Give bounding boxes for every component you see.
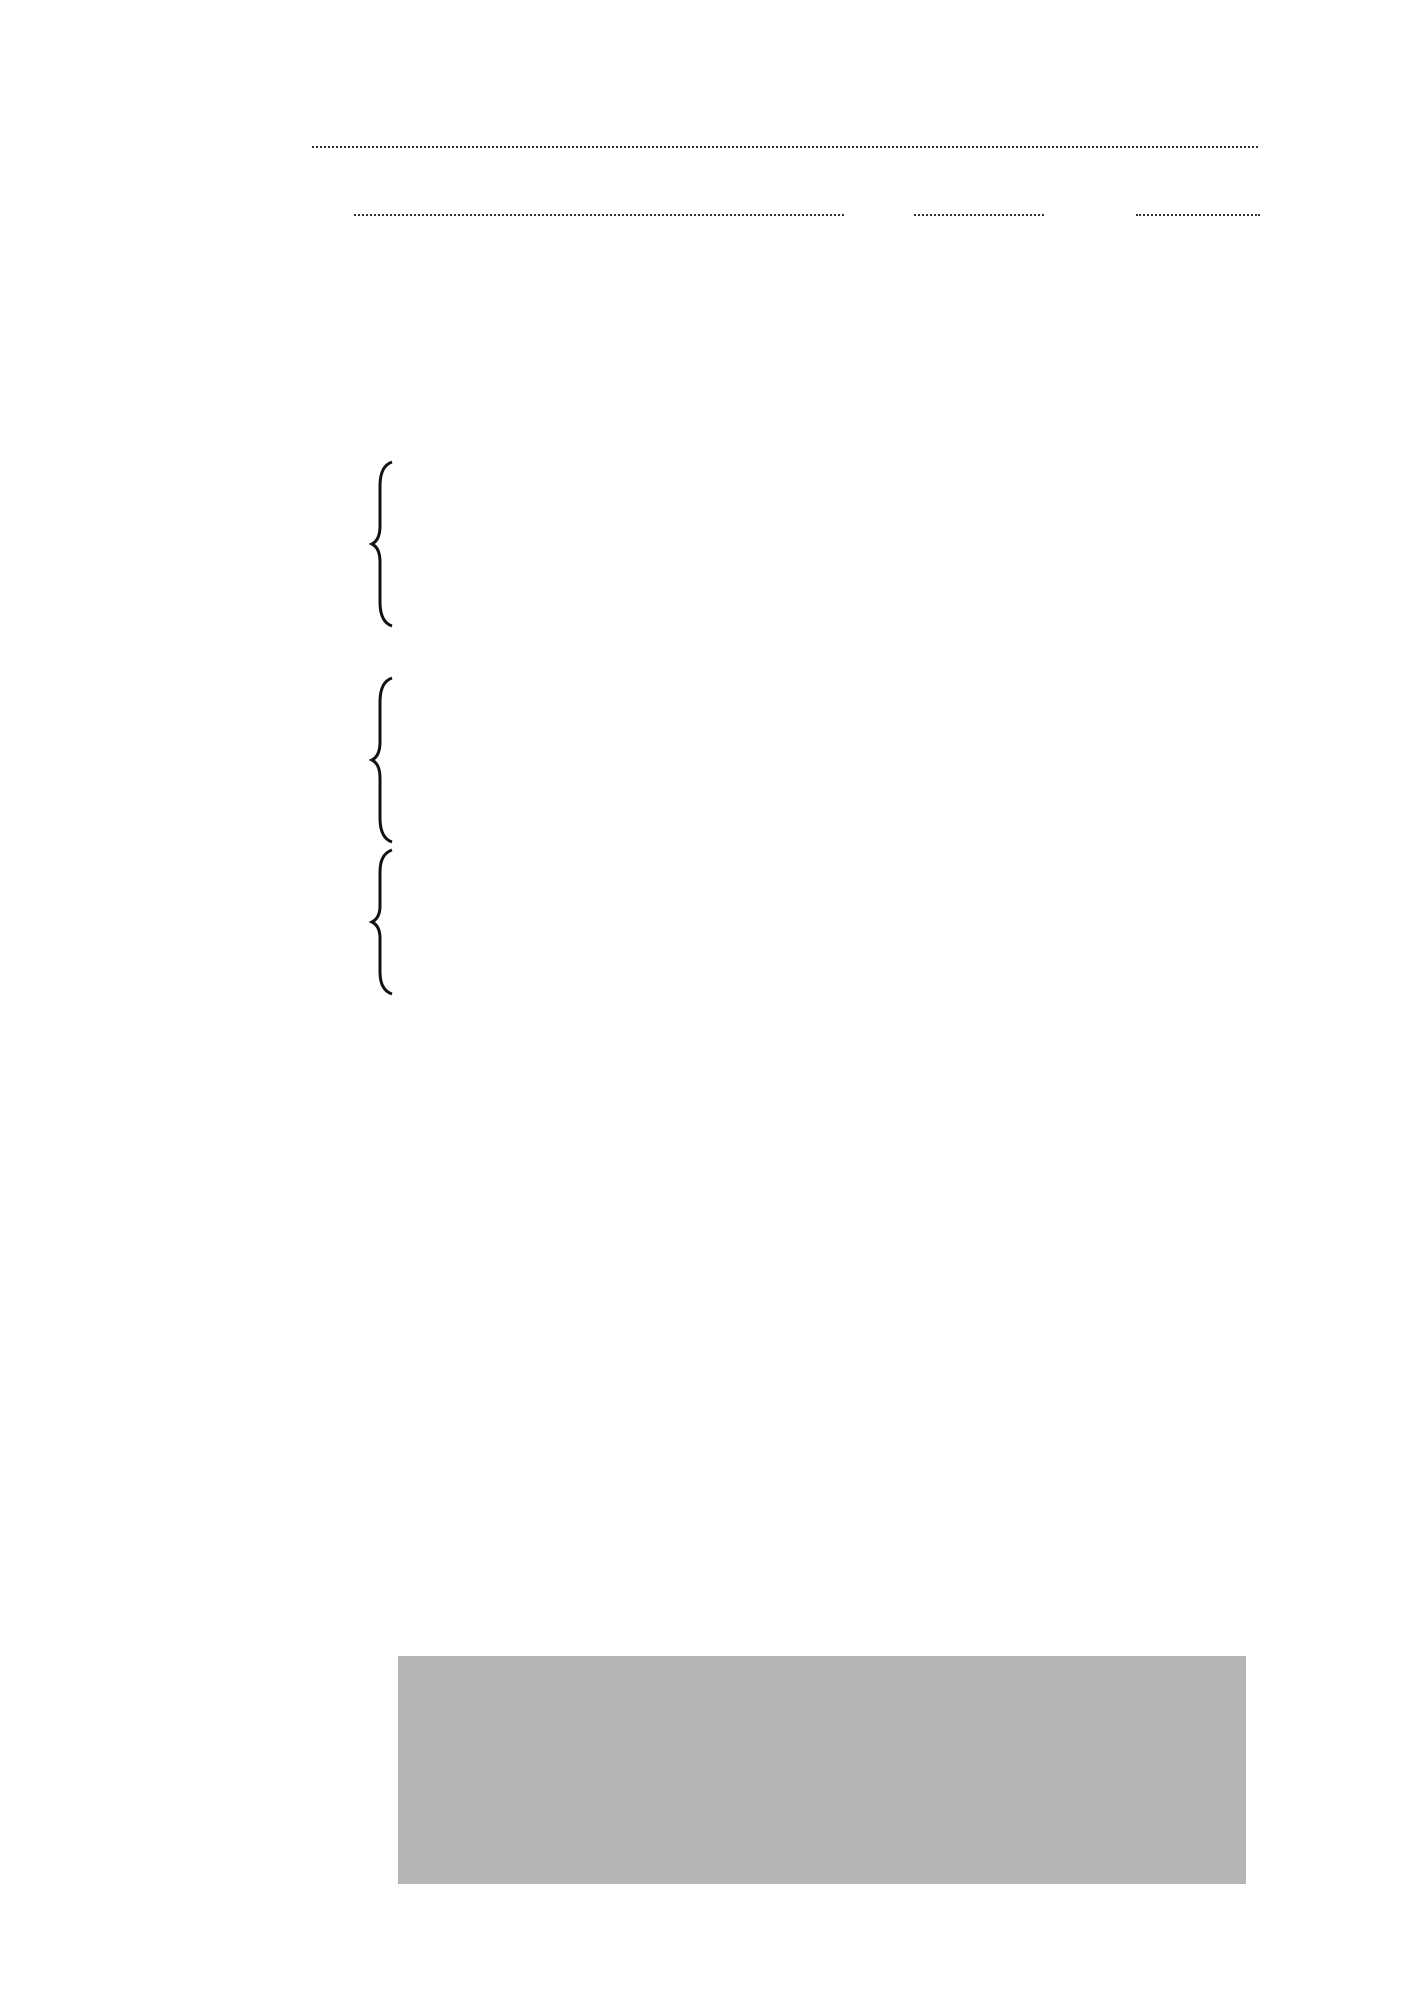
brace-kiswahili bbox=[372, 678, 392, 842]
brace-re-ghc bbox=[372, 850, 392, 994]
brace-english bbox=[372, 462, 392, 626]
shaded-summary-area bbox=[398, 1656, 1246, 1884]
